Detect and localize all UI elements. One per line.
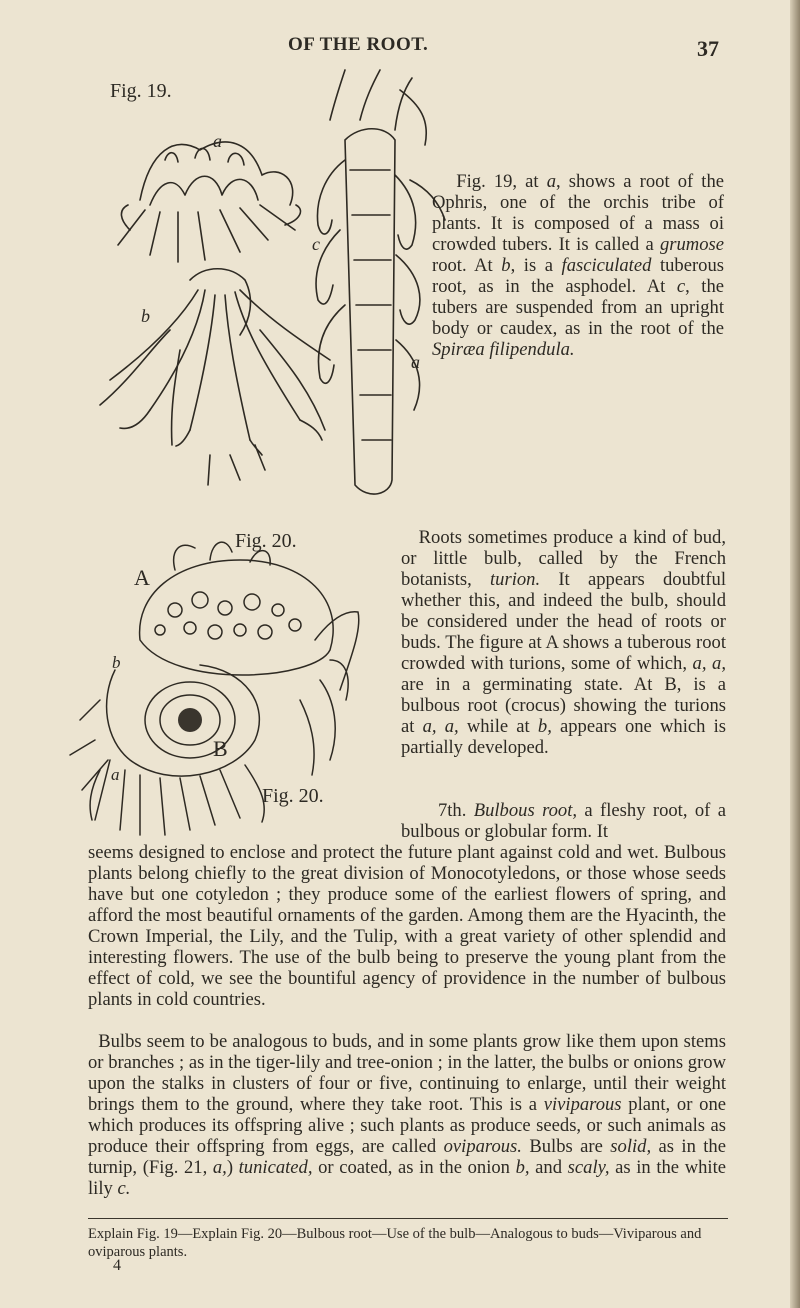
- fig20-letter-A: A: [134, 565, 150, 590]
- bulbous-root-intro: 7th. Bulbous root, a fleshy root, of a bulbous or globular form. It: [401, 800, 726, 842]
- fig19-letter-c: c: [312, 234, 320, 254]
- fig20b-bulbous-root: [70, 665, 264, 835]
- turion-paragraph: Roots sometimes produce a kind of bud, or little bulb, called by the French botanists, turion. It appears doubtful whether this, and indeed the bulb, should be considered under the head of roots or buds. The figure at A shows a tuberous root crowded with turions, some of which, a, a, are in a germinating state. At B, is a bulbous root (crocus) showing the turions at a, a, while at b, appears one which is partially developed.: [401, 527, 727, 758]
- fig20-label-bottom: Fig. 20.: [262, 785, 324, 807]
- bulbous-root-paragraph: seems designed to enclose and protect the future plant against cold and wet. Bulbous plants belong chiefly to the great division of Monocotyledons, or those whose seeds have but one cotyledon ; they produce some of the earliest flowers of spring, and afford the most beautiful ornaments of the garden. Among them are the Hyacinth, the Crown Imperial, the Lily, and the Tulip, with a great variety of other splendid and interesting flowers. The use of the bulb being to preserve the young plant from the effect of cold, we see the bountiful agency of providence in the number of bulbous plants in cold countries.: [88, 842, 726, 1010]
- fig19-letter-a: a: [213, 131, 222, 151]
- explain-questions: Explain Fig. 19—Explain Fig. 20—Bulbous root—Use of the bulb—Analogous to buds—Viviparous and oviparous plants.: [88, 1218, 728, 1261]
- fig20-letter-B: B: [213, 736, 228, 761]
- bulbs-paragraph: Bulbs seem to be analogous to buds, and in some plants grow like them upon stems or branches ; as in the tiger-lily and tree-onion ; in the latter, the bulbs or onions grow upon the stalks in clusters of four or five, continuing to enlarge, until their weight brings them to the ground, where they take root. This is a viviparous plant, or one which produces its offspring alive ; such plants as produce seeds, or such animals as produce their offspring from eggs, are called oviparous. Bulbs are solid, as in the turnip, (Fig. 21, a,) tunicated, or coated, as in the onion b, and scaly, as in the white lily c.: [88, 1031, 727, 1199]
- running-head: OF THE ROOT.: [288, 34, 429, 55]
- fig20-label: Fig. 20.: [235, 530, 297, 552]
- fig19-caption: Fig. 19, at a, shows a root of the Ophris, one of the orchis tribe of plants. It is composed of a mass oi crowded tubers. It is called a grumose root. At b, is a fasciculated tuberous root, as in the asphodel. At c, the tubers are suspended from an upright body or caudex, as in the root of the Spiræa filipendula.: [432, 171, 725, 360]
- signature-mark: 4: [113, 1257, 121, 1274]
- fig19-label: Fig. 19.: [110, 80, 172, 102]
- fig20-letter-a: a: [111, 765, 120, 784]
- fig20-letter-b: b: [112, 653, 121, 672]
- fig20a-tuberous-root: [140, 542, 334, 675]
- fig20-side-stalk: [300, 612, 359, 775]
- fig19-letter-a-caudex: a: [411, 352, 420, 372]
- page-number: 37: [697, 36, 719, 61]
- fig19-letter-b: b: [141, 306, 150, 326]
